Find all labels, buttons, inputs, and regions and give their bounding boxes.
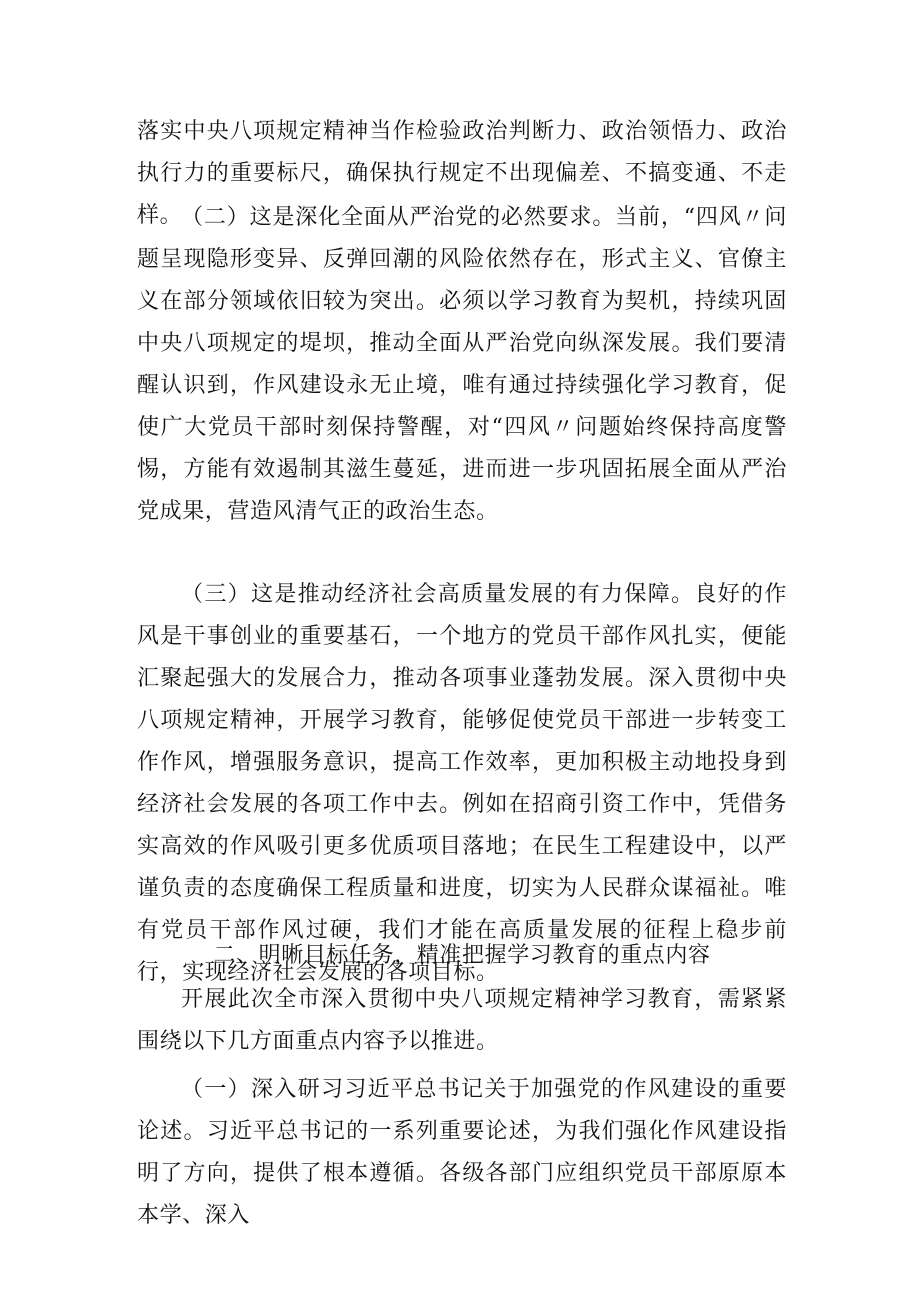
section-heading: 二、明晰目标任务，精准把握学习教育的重点内容: [213, 943, 711, 968]
paragraph-point-three: （三）这是推动经济社会高质量发展的有力保障。良好的作风是干事创业的重要基石，一个地方的党员干部作风扎实，便能汇聚起强大的发展合力，推动各项事业蓬勃发展。深入贯彻中央八项规定精神，开展学习教育，能够促使党员干部进一步转变工作作风，增强服务意识，提高工作效率，更加积极主动地投身到经济社会发展的各项工作中去。例如在招商引资工作中，凭借务实高效的作风吸引更多优质项目落地；在民生工程建设中，以严谨负责的态度确保工程质量和进度，切实为人民群众谋福祉。唯有党员干部作风过硬，我们才能在高质量发展的征程上稳步前行，实现经济社会发展的各项目标。: [137, 582, 787, 985]
paragraph-continued: 落实中央八项规定精神当作检验政治判断力、政治领悟力、政治执行力的重要标尺，确保执行规定不出现偏差、不搞变通、不走样。: [137, 119, 787, 228]
paragraph-point-two: （二）这是深化全面从严治党的必然要求。当前，“四风〃问题呈现隐形变异、反弹回潮的风险依然存在，形式主义、官僚主义在部分领域依旧较为突出。必须以学习教育为契机，持续巩固中央八项规定的堤坝，推动全面从严治党向纵深发展。我们要清醒认识到，作风建设永无止境，唯有通过持续强化学习教育，促使广大党员干部时刻保持警醒，对“四风〃问题始终保持高度警惕，方能有效遏制其滋生蔓延，进而进一步巩固拓展全面从严治党成果，营造风清气正的政治生态。: [137, 205, 787, 524]
paragraph-subsection-one: （一）深入研习习近平总书记关于加强党的作风建设的重要论述。习近平总书记的一系列重要论述，为我们强化作风建设指明了方向，提供了根本遵循。各级各部门应组织党员干部原原本本学、深入: [137, 1077, 787, 1228]
section-intro-paragraph: 开展此次全市深入贯彻中央八项规定精神学习教育，需紧紧围绕以下几方面重点内容予以推进。: [137, 987, 787, 1054]
